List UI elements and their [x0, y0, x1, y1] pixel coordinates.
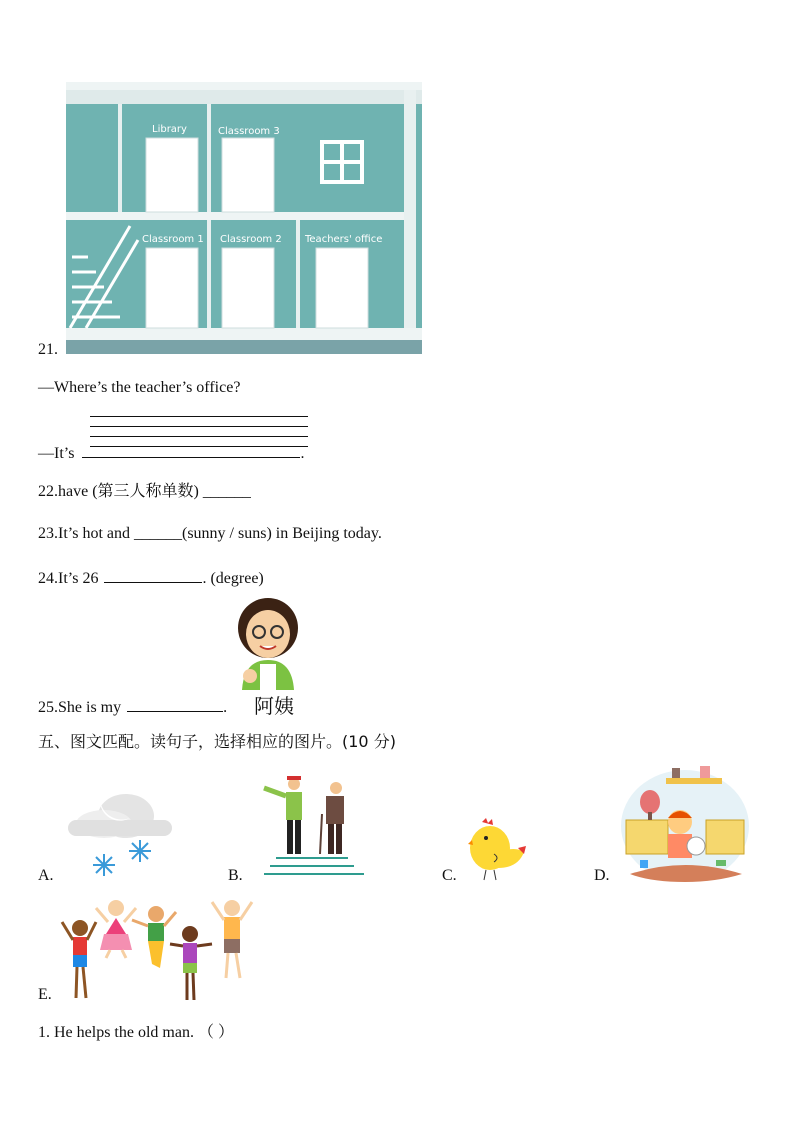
room-label-classroom-3: Classroom 3: [218, 126, 280, 137]
question-number-21: 21.: [38, 341, 58, 358]
option-c-image: [468, 818, 530, 882]
q22: 22.have (第三人称单数) ______: [38, 483, 251, 500]
q21-answer-blank[interactable]: [82, 441, 300, 458]
option-a-image: [64, 790, 176, 882]
q25: [38, 695, 227, 718]
aunt-caption: 阿姨: [254, 694, 294, 718]
q24-suffix: . (degree): [202, 570, 264, 587]
q23: 23.It’s hot and ______(sunny / suns) in Beijing today.: [38, 525, 382, 542]
section-5-title: 五、图文匹配。读句子，选择相应的图片。(10 分): [38, 732, 396, 751]
option-a-label: A.: [38, 867, 54, 884]
option-e-image: [60, 894, 256, 1004]
sentence-1: 1. He helps the old man. （ ）: [38, 1024, 234, 1041]
school-building-image: [66, 82, 422, 354]
q24-blank[interactable]: [104, 566, 202, 583]
option-c-label: C.: [442, 867, 457, 884]
q24: [38, 566, 264, 589]
room-label-classroom-1: Classroom 1: [142, 234, 204, 245]
room-label-library: Library: [152, 124, 187, 135]
q25-prefix: 25.She is my: [38, 699, 122, 716]
aunt-image: [232, 598, 312, 716]
option-b-image: [262, 774, 368, 880]
q25-blank[interactable]: [127, 695, 223, 712]
option-d-label: D.: [594, 867, 610, 884]
q21-question: —Where’s the teacher’s office?: [38, 379, 241, 396]
q21-answer-prefix: —It’s: [38, 445, 75, 462]
option-e-label: E.: [38, 986, 52, 1003]
option-d-image: [620, 764, 750, 884]
q21-answer: [38, 441, 304, 464]
room-label-classroom-2: Classroom 2: [220, 234, 282, 245]
option-b-label: B.: [228, 867, 243, 884]
room-label-teachers-office: Teachers' office: [305, 234, 383, 245]
q24-prefix: 24.It’s 26: [38, 570, 99, 587]
q25-suffix: .: [223, 699, 228, 716]
q21-answer-suffix: .: [300, 445, 305, 462]
